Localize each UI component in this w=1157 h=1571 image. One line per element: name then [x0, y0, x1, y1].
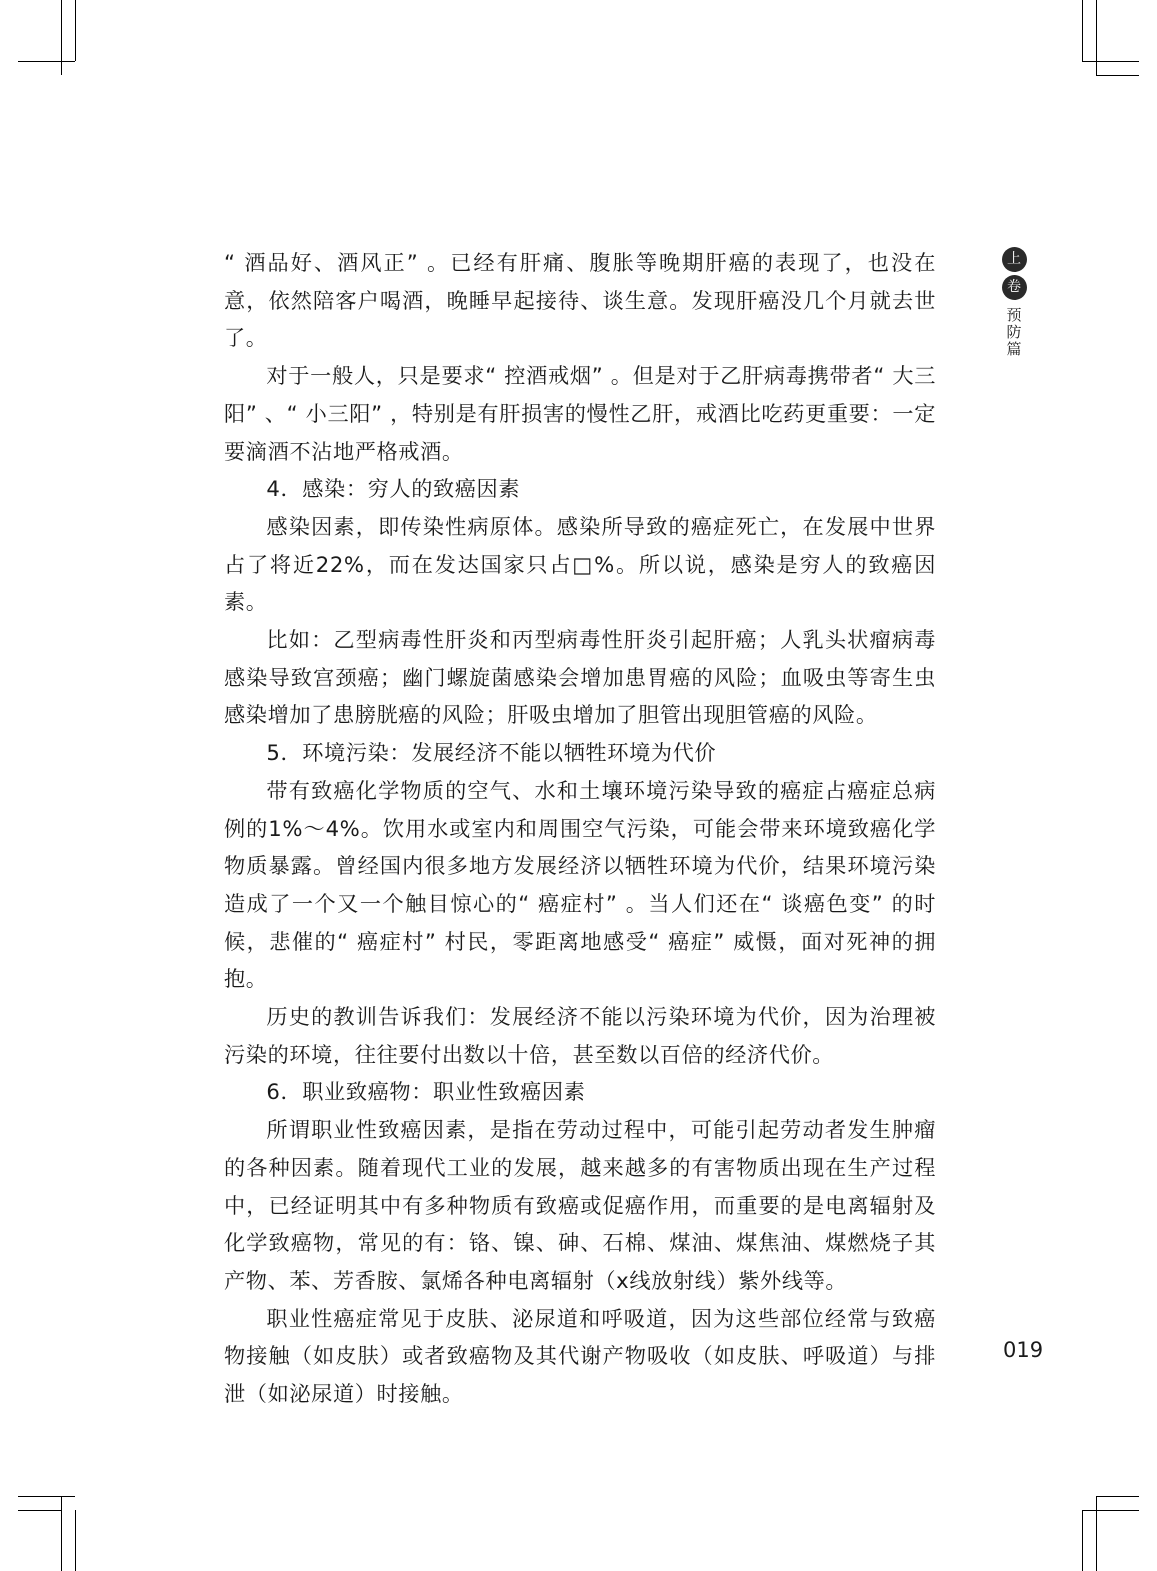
paragraph: 职业性癌症常见于皮肤、泌尿道和呼吸道，因为这些部位经常与致癌物接触（如皮肤）或者致癌物及其代谢产物吸收（如皮肤、呼吸道）与排泄（如泌尿道）时接触。	[224, 1305, 936, 1407]
paragraph: 所谓职业性致癌因素，是指在劳动过程中，可能引起劳动者发生肿瘤的各种因素。随着现代工业的发展，越来越多的有害物质出现在生产过程中，已经证明其中有多种物质有致癌或促癌作用，而重要的是电离辐射及化学致癌物，常见的有：铬、镍、砷、石棉、煤油、煤焦油、煤燃烧子其产物、苯、芳香胺、氯烯各种电离辐射（x线放射线）紫外线等。	[224, 1117, 936, 1293]
section-label: 预防篇	[1006, 306, 1022, 358]
volume-marker-upper: 上	[1002, 247, 1027, 272]
paragraph: 比如：乙型病毒性肝炎和丙型病毒性肝炎引起肝癌；人乳头状瘤病毒感染导致宫颈癌；幽门螺旋菌感染会增加患胃癌的风险；血吸虫等寄生虫感染增加了患膀胱癌的风险；肝吸虫增加了胆管出现胆管癌的风险。	[224, 627, 936, 728]
section-heading: 6．职业致癌物：职业性致癌因素	[266, 1079, 586, 1105]
paragraph: 感染因素，即传染性病原体。感染所导致的癌症死亡，在发展中世界占了将近22%，而在发达国家只占□%。所以说，感染是穷人的致癌因素。	[224, 513, 936, 615]
volume-marker-volume: 卷	[1002, 275, 1027, 300]
paragraph: “ 酒品好、酒风正” 。已经有肝痛、腹胀等晚期肝癌的表现了，也没在意，依然陪客户喝酒，晚睡早起接待、谈生意。发现肝癌没几个月就去世了。	[224, 250, 936, 351]
volume-tab	[1001, 247, 1027, 358]
page-number: 019	[1003, 1338, 1044, 1362]
body-text	[224, 244, 936, 1413]
paragraph: 历史的教训告诉我们：发展经济不能以污染环境为代价，因为治理被污染的环境，往往要付出数以十倍，甚至数以百倍的经济代价。	[224, 1004, 936, 1067]
section-heading: 5．环境污染：发展经济不能以牺牲环境为代价	[266, 740, 717, 766]
paragraph: 带有致癌化学物质的空气、水和土壤环境污染导致的癌症占癌症总病例的1%～4%。饮用水或室内和周围空气污染，可能会带来环境致癌化学物质暴露。曾经国内很多地方发展经济以牺牲环境为代价，结果环境污染造成了一个又一个触目惊心的“ 癌症村” 。当人们还在“ 谈癌色变” 的时候，悲催的“ 癌症村” 村民，零距离地感受“ 癌症” 威慑，面对死神的拥抱。	[224, 777, 936, 992]
section-heading: 4．感染：穷人的致癌因素	[266, 476, 521, 502]
paragraph: 对于一般人，只是要求“ 控酒戒烟” 。但是对于乙肝病毒携带者“ 大三阳” 、“ 小三阳” ，特别是有肝损害的慢性乙肝，戒酒比吃药更重要：一定要滴酒不沾地严格戒酒。	[224, 363, 936, 464]
